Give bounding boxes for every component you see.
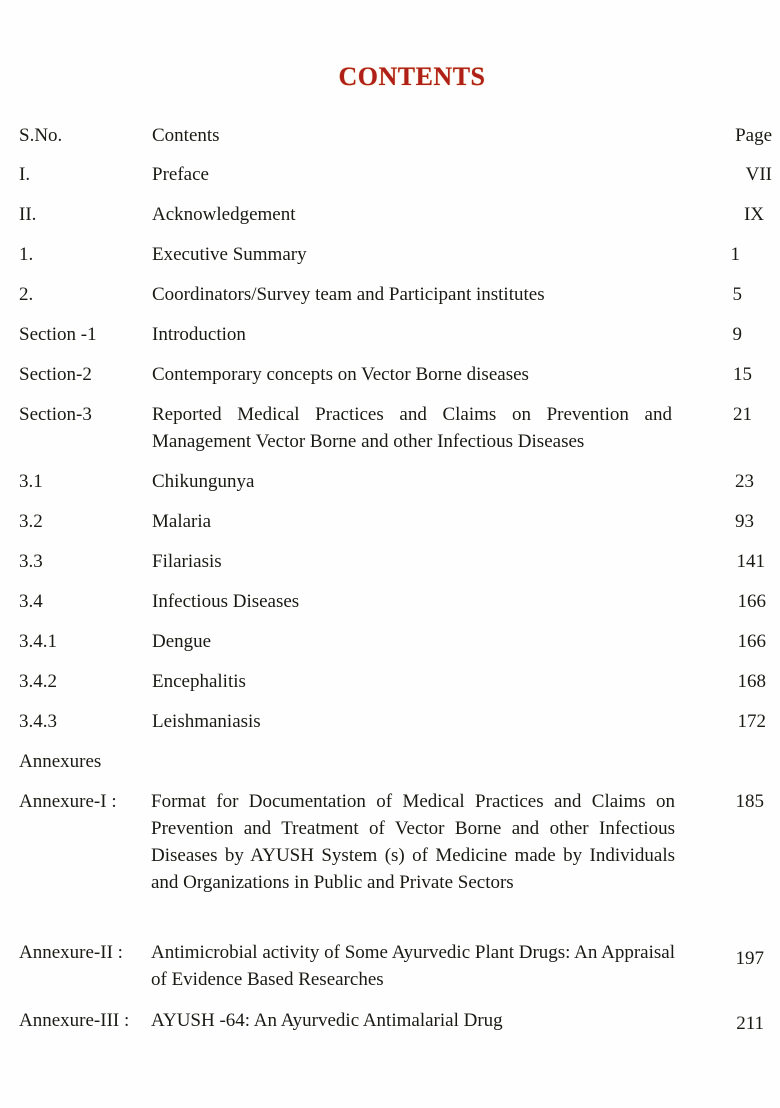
entry-title: Coordinators/Survey team and Participant institutes bbox=[152, 284, 545, 305]
header-contents: Contents bbox=[152, 125, 220, 146]
entry-title: Contemporary concepts on Vector Borne diseases bbox=[152, 364, 529, 385]
entry-sno: II. bbox=[19, 204, 37, 225]
entry-title: Infectious Diseases bbox=[152, 591, 300, 612]
entry-sno: 3.3 bbox=[19, 551, 43, 572]
entry-page: 168 bbox=[737, 671, 766, 692]
entry-sno: I. bbox=[19, 164, 31, 185]
entry-sno: 1. bbox=[19, 244, 34, 265]
entry-title: Chikungunya bbox=[152, 471, 255, 492]
annexure-sno: Annexure-II : bbox=[19, 942, 123, 963]
entry-page: 21 bbox=[733, 404, 752, 425]
entry-page: 1 bbox=[730, 244, 740, 265]
entry-sno: 3.4 bbox=[19, 591, 43, 612]
annexure-title: AYUSH -64: An Ayurvedic Antimalarial Drug bbox=[151, 1010, 503, 1031]
annexure-page: 197 bbox=[735, 948, 764, 969]
entry-sno: 3.4.2 bbox=[19, 671, 57, 692]
annexure-page: 185 bbox=[735, 791, 764, 812]
entry-title: Malaria bbox=[152, 511, 212, 532]
entry-title: Dengue bbox=[152, 631, 212, 652]
entry-title: Filariasis bbox=[152, 551, 222, 572]
header-page: Page bbox=[735, 125, 772, 146]
annexure-page: 211 bbox=[736, 1013, 764, 1034]
entry-page: VII bbox=[745, 164, 772, 185]
entry-page: 5 bbox=[732, 284, 742, 305]
entry-page: 15 bbox=[733, 364, 752, 385]
entry-sno: 3.1 bbox=[19, 471, 43, 492]
page-title: CONTENTS bbox=[338, 62, 486, 91]
entry-sno: 3.2 bbox=[19, 511, 43, 532]
entry-title: Preface bbox=[152, 164, 209, 185]
entry-page: 166 bbox=[737, 591, 766, 612]
entry-sno: Section-2 bbox=[19, 364, 92, 385]
entry-page: 93 bbox=[735, 511, 754, 532]
entry-title: Acknowledgement bbox=[152, 204, 296, 225]
entry-sno: 3.4.3 bbox=[19, 711, 57, 732]
annexure-title: Format for Documentation of Medical Practices and Claims on Prevention and Treatment of Vector Borne and other Infectious Diseases by AYUSH System (s) of Medicine made by Individuals and Organizations in Public and Private Sectors bbox=[151, 791, 675, 893]
entry-sno: 3.4.1 bbox=[19, 631, 57, 652]
entry-page: 9 bbox=[732, 324, 742, 345]
annexures-heading: Annexures bbox=[19, 751, 102, 772]
annexure-title: Antimicrobial activity of Some Ayurvedic Plant Drugs: An Appraisal of Evidence Based Researches bbox=[151, 942, 675, 990]
entry-page: 141 bbox=[736, 551, 765, 572]
annexure-sno: Annexure-III : bbox=[19, 1010, 130, 1031]
entry-title: Reported Medical Practices and Claims on Prevention and Management Vector Borne and other Infectious Diseases bbox=[152, 404, 672, 452]
entry-title: Leishmaniasis bbox=[152, 711, 261, 732]
header-sno: S.No. bbox=[19, 125, 63, 146]
entry-title: Introduction bbox=[152, 324, 246, 345]
entry-page: 23 bbox=[735, 471, 754, 492]
annexure-sno: Annexure-I : bbox=[19, 791, 117, 812]
entry-page: 166 bbox=[737, 631, 766, 652]
entry-page: 172 bbox=[737, 711, 766, 732]
entry-sno: 2. bbox=[19, 284, 34, 305]
entry-sno: Section-3 bbox=[19, 404, 92, 425]
entry-title: Executive Summary bbox=[152, 244, 307, 265]
entry-page: IX bbox=[743, 204, 764, 225]
entry-title: Encephalitis bbox=[152, 671, 246, 692]
entry-sno: Section -1 bbox=[19, 324, 97, 345]
